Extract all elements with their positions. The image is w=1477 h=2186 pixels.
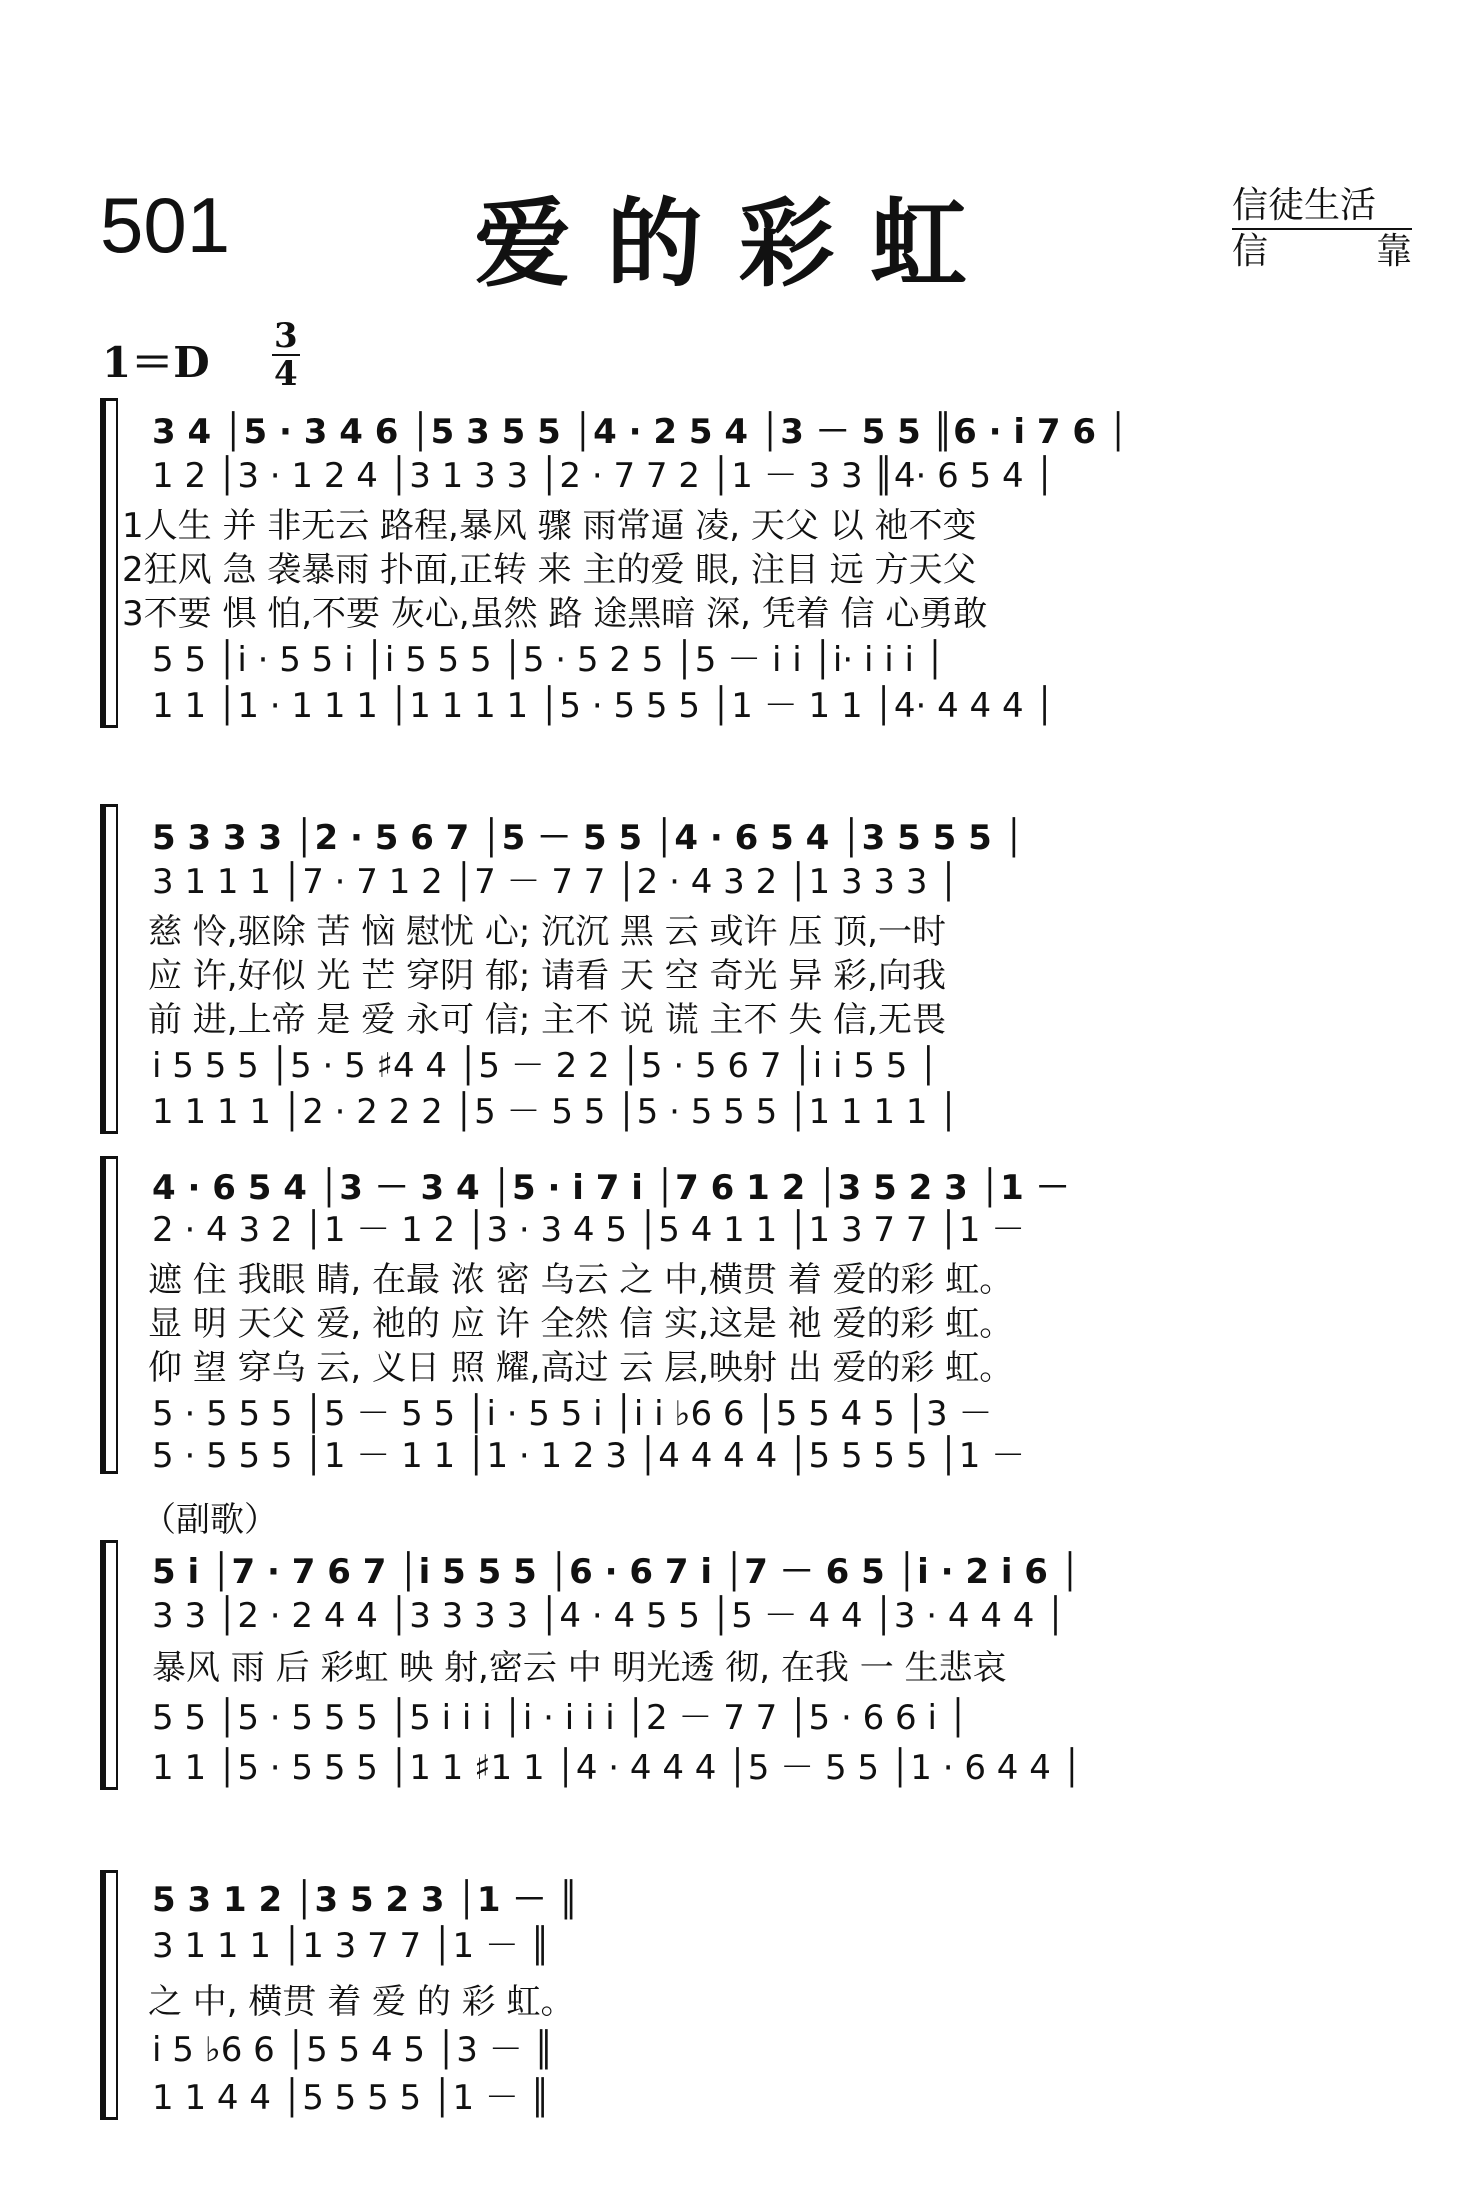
hymn-title: 爱的彩虹 (474, 187, 1003, 300)
system-bracket-inner (116, 398, 118, 728)
system-bracket (100, 804, 116, 1134)
lyric-verse-3: 仰 望 穿乌 云, 义日 照 耀,高过 云 层,映射 出 爱的彩 虹。 (148, 1348, 1014, 1388)
alto-line: 3 1 1 1 │7 · 7 1 2 │7 － 7 7 │2 · 4 3 2 │1 3 3 3 │ (152, 862, 959, 902)
system-bracket-inner (116, 1156, 118, 1474)
lyric-chorus: 暴风 雨 后 彩虹 映 射,密云 中 明光透 彻, 在我 一 生悲哀 (152, 1648, 1007, 1688)
system-bracket (100, 1156, 116, 1474)
credit-lyricist: 信徒生活 (1232, 184, 1412, 230)
bass-line: 5 · 5 5 5 │1 － 1 1 │1 · 1 2 3 │4 4 4 4 │5 5 5 5 │1 － (152, 1436, 1026, 1476)
system-bracket-inner (116, 804, 118, 1134)
bass-line: 1 1 1 1 │2 · 2 2 2 │5 － 5 5 │5 · 5 5 5 │1 1 1 1 │ (152, 1092, 959, 1132)
bass-line: 1 1 │1 · 1 1 1 │1 1 1 1 │5 · 5 5 5 │1 － 1 1 │4· 4 4 4 │ (152, 686, 1055, 726)
tenor-line: 5 · 5 5 5 │5 － 5 5 │i · 5 5 i │i i ♭6 6 │5 5 4 5 │3 － (152, 1394, 993, 1434)
credit-composer: 信 靠 (1232, 231, 1413, 272)
tenor-line: 5 5 │5 · 5 5 5 │5 i i i │i · i i i │2 － 7 7 │5 · 6 6 i │ (152, 1698, 969, 1738)
hymn-number: 501 (100, 181, 231, 269)
soprano-line: 5 i │7 · 7 6 7 │i 5 5 5 │6 · 6 7 i │7 － 6 5 │i · 2 i 6 │ (152, 1552, 1081, 1592)
lyric-verse-2: 显 明 天父 爱, 祂的 应 许 全然 信 实,这是 祂 爱的彩 虹。 (148, 1304, 1014, 1344)
soprano-line: 4 · 6 5 4 │3 － 3 4 │5 · i 7 i │7 6 1 2 │3 5 2 3 │1 － (152, 1168, 1070, 1208)
lyric-verse-2: 2狂风 急 袭暴雨 扑面,正转 来 主的爱 眼, 注目 远 方天父 (122, 550, 977, 590)
soprano-line: 5 3 3 3 │2 · 5 6 7 │5 － 5 5 │4 · 6 5 4 │3 5 5 5 │ (152, 818, 1025, 858)
system-4-chorus (100, 1540, 1410, 1790)
tenor-line: i 5 ♭6 6 │5 5 4 5 │3 － ║ (152, 2030, 555, 2070)
alto-line: 1 2 │3 · 1 2 4 │3 1 3 3 │2 · 7 7 2 │1 － 3 3 ║4· 6 5 4 │ (152, 456, 1055, 496)
lyric-verse-1: 慈 怜,驱除 苦 恼 慰忧 心; 沉沉 黑 云 或许 压 顶,一时 (148, 912, 946, 952)
system-3 (100, 1156, 1360, 1474)
alto-line: 3 3 │2 · 2 4 4 │3 3 3 3 │4 · 4 5 5 │5 － 4 4 │3 · 4 4 4 │ (152, 1596, 1066, 1636)
tenor-line: 5 5 │i · 5 5 i │i 5 5 5 │5 · 5 2 5 │5 － i i │i· i i i │ (152, 640, 946, 680)
soprano-line: 5 3 1 2 │3 5 2 3 │1 － ║ (152, 1880, 579, 1920)
system-bracket-inner (116, 1540, 118, 1790)
key-signature: 1＝D (102, 338, 210, 387)
lyric-verse-3: 前 进,上帝 是 爱 永可 信; 主不 说 谎 主不 失 信,无畏 (148, 1000, 946, 1040)
time-signature (272, 318, 300, 392)
soprano-line: 3 4 │5 · 3 4 6 │5 3 5 5 │4 · 2 5 4 │3 － 5 5 ║6 · i 7 6 │ (152, 412, 1129, 452)
system-bracket-inner (116, 1870, 118, 2120)
chorus-label: （副歌） (142, 1500, 278, 1540)
tenor-line: i 5 5 5 │5 · 5 ♯4 4 │5 － 2 2 │5 · 5 6 7 │i i 5 5 │ (152, 1046, 939, 1086)
lyric-verse-2: 应 许,好似 光 芒 穿阴 郁; 请看 天 空 奇光 异 彩,向我 (148, 956, 946, 996)
lyric-verse-1: 遮 住 我眼 睛, 在最 浓 密 乌云 之 中,横贯 着 爱的彩 虹。 (148, 1260, 1014, 1300)
bass-line: 1 1 │5 · 5 5 5 │1 1 ♯1 1 │4 · 4 4 4 │5 － 5 5 │1 · 6 4 4 │ (152, 1748, 1083, 1788)
system-5-ending (100, 1870, 780, 2120)
alto-line: 2 · 4 3 2 │1 － 1 2 │3 · 3 4 5 │5 4 1 1 │1 3 7 7 │1 － (152, 1210, 1026, 1250)
system-bracket (100, 1540, 116, 1790)
time-signature-top: 3 (274, 316, 298, 356)
system-1 (100, 398, 1360, 728)
hymn-credits (1232, 184, 1412, 274)
system-2 (100, 804, 1360, 1134)
lyric-ending: 之 中, 横贯 着 爱 的 彩 虹。 (148, 1982, 575, 2022)
alto-line: 3 1 1 1 │1 3 7 7 │1 － ║ (152, 1926, 551, 1966)
lyric-verse-3: 3不要 惧 怕,不要 灰心,虽然 路 途黑暗 深, 凭着 信 心勇敢 (122, 594, 988, 634)
system-bracket (100, 1870, 116, 2120)
lyric-verse-1: 1人生 并 非无云 路程,暴风 骤 雨常逼 凌, 天父 以 祂不变 (122, 506, 977, 546)
system-bracket (100, 398, 116, 728)
time-signature-bottom: 4 (274, 354, 298, 394)
bass-line: 1 1 4 4 │5 5 5 5 │1 － ║ (152, 2078, 551, 2118)
